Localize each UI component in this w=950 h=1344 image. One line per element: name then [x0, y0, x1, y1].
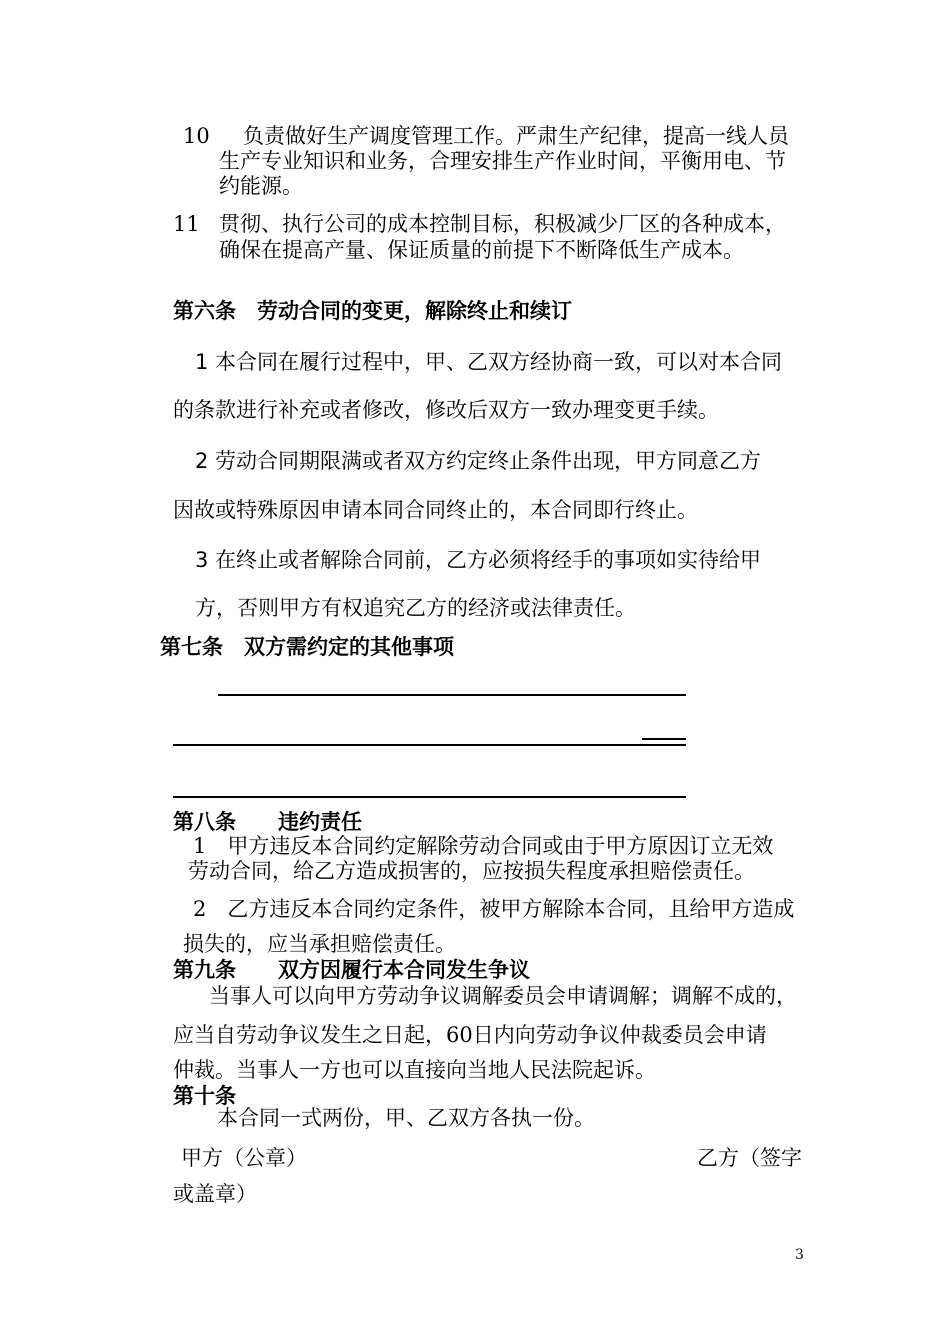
item-11-line-2: 确保在提高产量、保证质量的前提下不断降低生产成本。: [219, 238, 744, 262]
blank-line-2: [173, 744, 686, 746]
article-6-p2-line-1: 2 劳动合同期限满或者双方约定终止条件出现，甲方同意乙方: [195, 449, 762, 473]
article-9-line-3: 仲裁。当事人一方也可以直接向当地人民法院起诉。: [173, 1058, 656, 1082]
article-6-p2-line-2: 因故或特殊原因申请本同合同终止的，本合同即行终止。: [173, 498, 698, 522]
page-number: 3: [795, 1247, 804, 1263]
item-11-line-1: 贯彻、执行公司的成本控制目标，积极减少厂区的各种成本，: [219, 212, 786, 236]
article-7-heading: 第七条 双方需约定的其他事项: [160, 635, 454, 659]
party-a-seal: 甲方（公章）: [181, 1146, 307, 1170]
article-6-p1-line-1: 1 本合同在履行过程中，甲、乙双方经协商一致，可以对本合同: [195, 350, 783, 374]
article-8-p2-line-2: 损失的，应当承担赔偿责任。: [183, 932, 456, 956]
item-10-number: 10: [183, 124, 210, 148]
item-11-number: 11: [173, 212, 200, 236]
blank-line-2-extra: [642, 738, 686, 740]
article-8-p1-line-1: 1 甲方违反本合同约定解除劳动合同或由于甲方原因订立无效: [193, 834, 774, 858]
item-10-line-1: 负责做好生产调度管理工作。严肃生产纪律，提高一线人员: [243, 124, 789, 148]
article-6-p3-line-1: 3 在终止或者解除合同前，乙方必须将经手的事项如实待给甲: [195, 548, 762, 572]
item-10-line-3: 约能源。: [219, 174, 303, 198]
article-6-p3-line-2: 方，否则甲方有权追究乙方的经济或法律责任。: [195, 596, 636, 620]
article-10-heading: 第十条: [173, 1084, 236, 1108]
article-10-line: 本合同一式两份，甲、乙双方各执一份。: [217, 1106, 595, 1130]
item-10-line-2: 生产专业知识和业务，合理安排生产作业时间，平衡用电、节: [219, 149, 786, 173]
article-6-heading: 第六条 劳动合同的变更，解除终止和续订: [173, 299, 572, 323]
article-9-line-1: 当事人可以向甲方劳动争议调解委员会申请调解；调解不成的，: [209, 984, 797, 1008]
article-6-p1-line-2: 的条款进行补充或者修改，修改后双方一致办理变更手续。: [173, 398, 719, 422]
party-b-signature-cont: 或盖章）: [173, 1182, 257, 1206]
article-8-heading: 第八条 违约责任: [173, 810, 362, 834]
blank-line-1: [218, 694, 686, 696]
blank-line-3: [173, 796, 686, 798]
article-9-line-2: 应当自劳动争议发生之日起，60日内向劳动争议仲裁委员会申请: [173, 1023, 767, 1047]
article-9-heading: 第九条 双方因履行本合同发生争议: [173, 958, 530, 982]
party-b-signature: 乙方（签字: [697, 1146, 802, 1170]
article-8-p1-line-2: 劳动合同，给乙方造成损害的，应按损失程度承担赔偿责任。: [188, 859, 755, 883]
article-8-p2-line-1: 2 乙方违反本合同约定条件，被甲方解除本合同，且给甲方造成: [193, 897, 795, 921]
